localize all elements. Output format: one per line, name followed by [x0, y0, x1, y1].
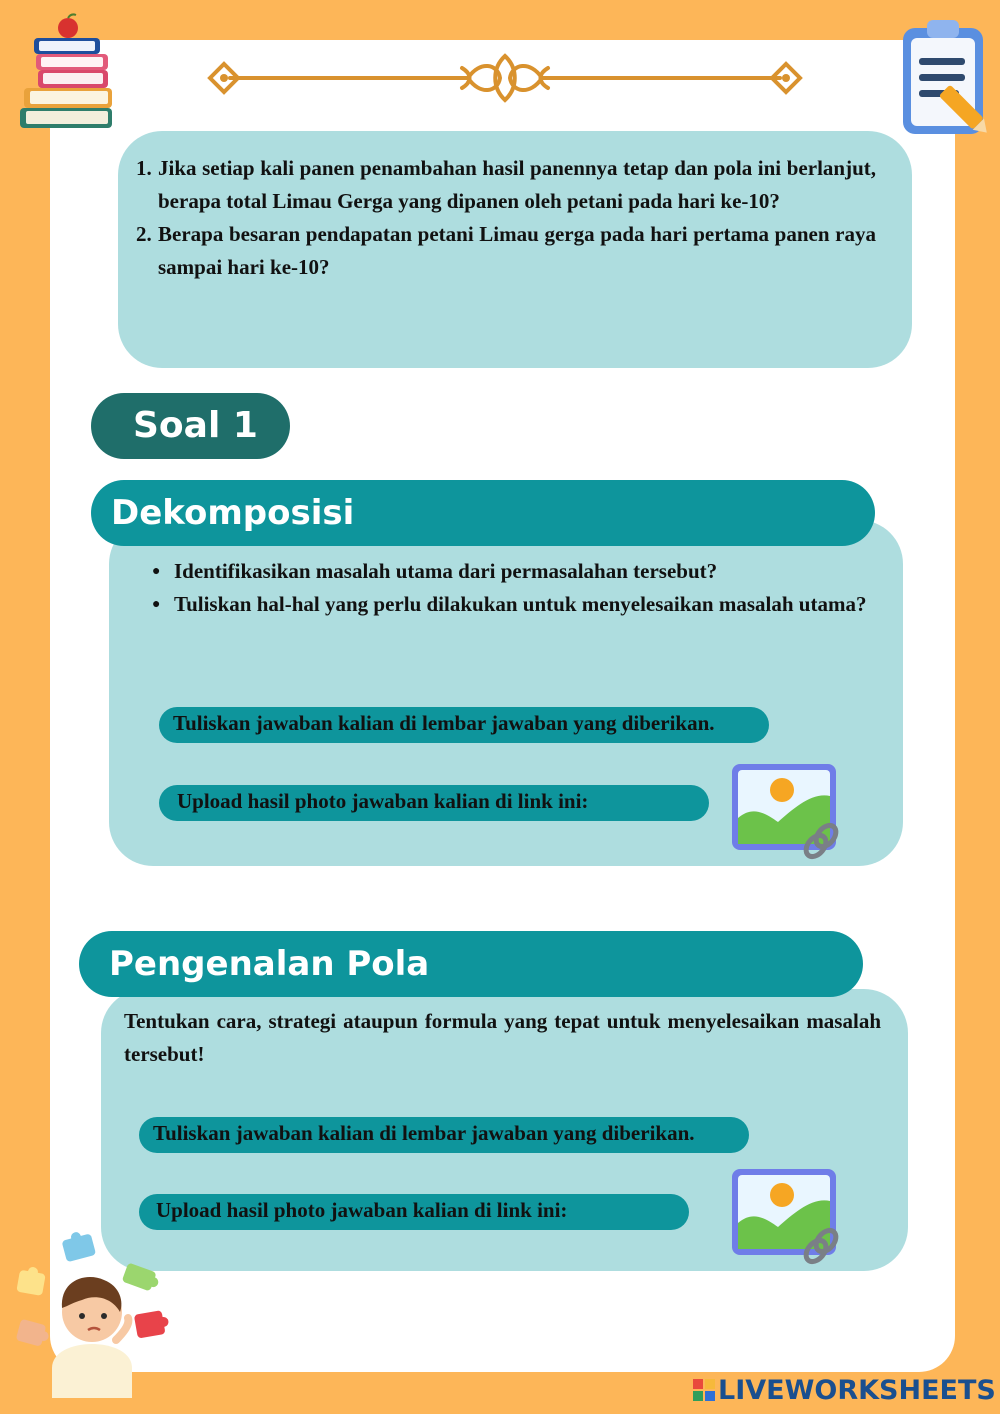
ornament-divider-icon — [200, 50, 810, 106]
liveworksheets-logo-icon — [693, 1379, 715, 1401]
soal-label: Soal 1 — [91, 393, 290, 459]
question-item — [136, 218, 876, 284]
question-list — [136, 152, 876, 284]
dekomposisi-bullets — [152, 555, 890, 621]
watermark-text: LIVEWORKSHEETS — [718, 1374, 996, 1406]
dekomposisi-title: Dekomposisi — [91, 480, 875, 546]
image-link-icon[interactable] — [730, 762, 842, 862]
bullet-icon: ● — [152, 597, 161, 612]
question-item — [136, 152, 876, 218]
question-text: Jika setiap kali panen penambahan hasil panennya tetap dan pola ini berlanjut, berapa total Limau Gerga yang dipanen oleh petani pada hari ke-10? — [158, 156, 876, 213]
thinking-kid-illustration — [12, 1228, 172, 1398]
bullet-icon: ● — [152, 564, 161, 579]
pola-title: Pengenalan Pola — [79, 931, 863, 997]
image-link-icon[interactable] — [730, 1167, 842, 1267]
list-item — [152, 588, 890, 621]
question-number: 1. — [136, 156, 152, 180]
question-text: Berapa besaran pendapatan petani Limau gerga pada hari pertama panen raya sampai hari ke-10? — [158, 222, 876, 279]
pola-text: Tentukan cara, strategi ataupun formula yang tepat untuk menyelesaikan masalah tersebut! — [124, 1009, 881, 1066]
watermark — [693, 1372, 996, 1408]
upload-instruction: Upload hasil photo jawaban kalian di link ini: — [159, 785, 709, 821]
bullet-text: Tuliskan hal-hal yang perlu dilakukan untuk menyelesaikan masalah utama? — [174, 592, 867, 616]
answer-instruction: Tuliskan jawaban kalian di lembar jawaban yang diberikan. — [159, 707, 769, 743]
clipboard-pencil-icon — [893, 10, 993, 142]
question-number: 2. — [136, 222, 152, 246]
bullet-text: Identifikasikan masalah utama dari permasalahan tersebut? — [174, 559, 718, 583]
upload-instruction: Upload hasil photo jawaban kalian di link ini: — [139, 1194, 689, 1230]
books-stack-icon — [16, 12, 120, 136]
list-item — [152, 555, 890, 588]
answer-instruction: Tuliskan jawaban kalian di lembar jawaban yang diberikan. — [139, 1117, 749, 1153]
